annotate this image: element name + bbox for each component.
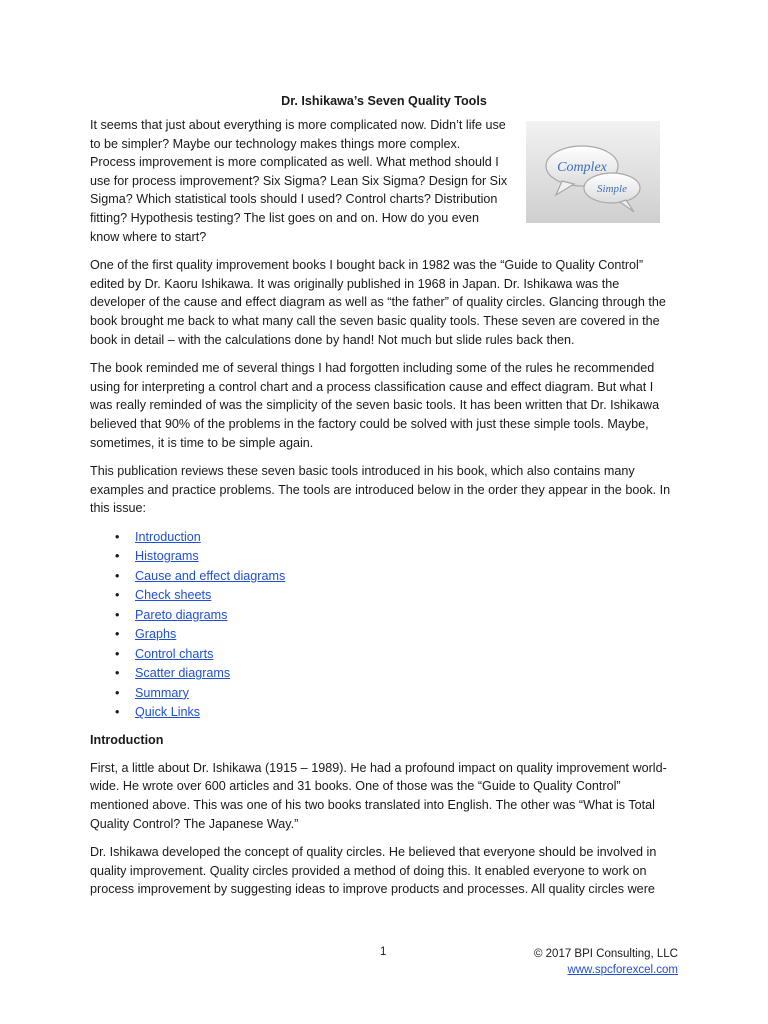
bubble-word-complex: Complex	[557, 160, 607, 175]
bullet-icon: •	[115, 568, 120, 583]
list-item	[115, 645, 678, 665]
bullet-icon: •	[115, 607, 120, 622]
speech-bubbles-icon	[526, 121, 660, 223]
bullet-icon: •	[115, 705, 120, 720]
paragraph-guide-history: One of the first quality improvement books I bought back in 1982 was the “Guide to Quality Control” edited by Dr. Kaoru Ishikawa. It was originally published in 1968 in Japan. Dr. Ishikawa was the developer of the cause and effect diagram as well as “the father” of quality circles. Glancing through the book brought me back to what many call the seven basic quality tools. These seven are covered in the book in detail – with the calculations done by hand! Not much but slide rules back then.	[90, 258, 666, 347]
list-item	[115, 703, 678, 723]
bullet-icon: •	[115, 549, 120, 564]
intro-block	[90, 116, 678, 246]
issue-contents-list	[90, 528, 678, 723]
list-item	[115, 684, 678, 704]
list-item	[115, 567, 678, 587]
bullet-icon: •	[115, 685, 120, 700]
copyright-text: © 2017 BPI Consulting, LLC	[533, 948, 678, 960]
bullet-icon: •	[115, 627, 120, 642]
link-scatter-diagrams[interactable]: Scatter diagrams	[135, 666, 231, 681]
list-item	[115, 547, 678, 567]
complex-simple-illustration	[526, 121, 660, 223]
link-control-charts[interactable]: Control charts	[135, 646, 214, 661]
website-link[interactable]: www.spcforexcel.com	[567, 964, 678, 976]
paragraph-intro: It seems that just about everything is more complicated now. Didn’t life use to be simpler? Maybe our technology makes things more complex. Process improvement is more complicated as well. What method should I use for process improvement? Six Sigma? Lean Six Sigma? Design for Six Sigma? Which statistical tools should I used? Control charts? Distribution fitting? Hypothesis testing? The list goes on and on. How do you even know where to start?	[90, 118, 508, 244]
link-introduction[interactable]: Introduction	[135, 529, 201, 544]
list-item	[115, 664, 678, 684]
page-title: Dr. Ishikawa’s Seven Quality Tools	[281, 94, 487, 108]
paragraph-quality-circles: Dr. Ishikawa developed the concept of quality circles. He believed that everyone should be involved in quality improvement. Quality circles provided a method of doing this. It enabled everyone to work on process improvement by suggesting ideas to improve products and processes. All quality circles were	[90, 845, 657, 897]
link-graphs[interactable]: Graphs	[135, 627, 177, 642]
link-check-sheets[interactable]: Check sheets	[135, 588, 212, 603]
bullet-icon: •	[115, 666, 120, 681]
document-body	[90, 92, 678, 909]
link-quick-links[interactable]: Quick Links	[135, 705, 201, 720]
list-item	[115, 625, 678, 645]
list-item	[115, 528, 678, 548]
bullet-icon: •	[115, 588, 120, 603]
paragraph-simplicity: The book reminded me of several things I had forgotten including some of the rules he recommended using for interpreting a control chart and a process classification cause and effect diagram. But what I was really reminded of was the simplicity of the seven basic tools. It has been written that Dr. Ishikawa believed that 90% of the problems in the factory could be solved with just these simple tools. Maybe, sometimes, it is time to be simple again.	[90, 361, 660, 450]
bullet-icon: •	[115, 646, 120, 661]
link-cause-and-effect-diagrams[interactable]: Cause and effect diagrams	[135, 568, 286, 583]
bullet-icon: •	[115, 529, 120, 544]
link-pareto-diagrams[interactable]: Pareto diagrams	[135, 607, 228, 622]
paragraph-publication-overview: This publication reviews these seven basic tools introduced in his book, which also contains many examples and practice problems. The tools are introduced below in the order they appear in the book. In this issue:	[90, 464, 671, 516]
page-number: 1	[380, 946, 387, 958]
link-summary[interactable]: Summary	[135, 685, 189, 700]
bubble-word-simple: Simple	[597, 183, 627, 195]
list-item	[115, 606, 678, 626]
link-histograms[interactable]: Histograms	[135, 549, 199, 564]
list-item	[115, 586, 678, 606]
footer-credits	[534, 946, 678, 978]
section-heading-introduction: Introduction	[90, 732, 164, 747]
paragraph-ishikawa-bio: First, a little about Dr. Ishikawa (1915 – 1989). He had a profound impact on quality improvement world-wide. He wrote over 600 articles and 31 books. One of those was the “Guide to Quality Control” mentioned above. This was one of his two books translated into English. The other was “What is Total Quality Control? The Japanese Way.”	[90, 760, 667, 831]
